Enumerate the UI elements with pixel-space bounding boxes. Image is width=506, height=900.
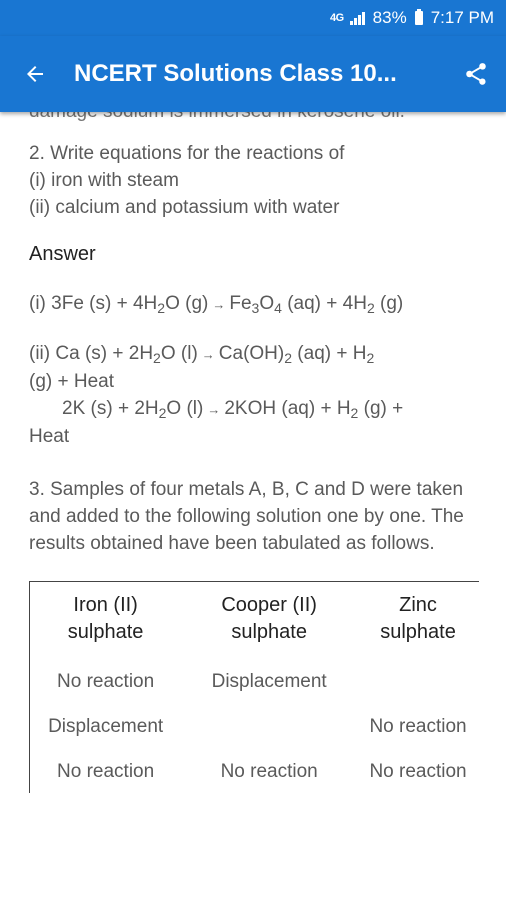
table-header: Cooper (II) sulphate [221,594,317,643]
answer-heading: Answer [29,243,96,265]
page-title: NCERT Solutions Class 10... [74,60,397,87]
back-button[interactable] [0,36,70,112]
equation-iron-steam: (i) 3Fe $(s) + 4H_2O$ $(g) \to Fe_3O_4$ $(aq) + 4H_2$ (g) [29,293,404,316]
equation-potassium-water: 2K $(s) + 2H_2O$ (l) → 2KOH $(aq) + H_2$ (g) + [62,398,404,421]
clock: 7:17 PM [430,8,494,27]
table-cell: Displacement [211,671,327,692]
question-2-line: (ii) calcium and potassium with water [29,197,340,218]
battery-percent: 83% [372,8,407,27]
table-row [30,748,480,793]
share-icon [463,61,489,87]
table-row [30,658,480,703]
table-header: Zinc sulphate [380,594,456,643]
table-cell: No reaction [220,761,318,782]
table-cell: No reaction [369,761,467,782]
table-cell [357,658,479,703]
table-cell: No reaction [57,671,155,692]
question-2-line: 2. Write equations for the reactions of [29,143,345,164]
arrow-left-icon [23,62,47,86]
share-button[interactable] [446,36,506,112]
table-header: Iron (II) sulphate [67,594,144,643]
question-3: 3. Samples of four metals A, B, C and D were taken and added to the following solution one by one. The results obtained have been tabulated as follows. [29,479,464,554]
question-2 [29,140,486,221]
table-cell [181,703,357,748]
table-row [30,703,480,748]
network-type: 4G [329,12,344,24]
table-header-row [30,582,480,659]
table-cell: No reaction [57,761,155,782]
solution-content[interactable] [0,112,506,900]
question-2-line: (i) iron with steam [29,170,179,191]
signal-icon [350,12,365,25]
app-bar [0,36,506,112]
equation-calcium-water: (ii) Ca $(s) + 2H_2O$ $(l) \to Ca(OH)_2$ $(aq) + H_2$ (g) + Heat 2K $(s) + 2H_2O$ (l) → 2KOH $(aq) + H_2$ (g) + Heat [29,340,486,450]
table-cell: No reaction [369,716,467,737]
results-table [29,581,479,793]
status-bar [0,0,506,36]
table-cell: Displacement [48,716,164,737]
battery-icon [415,11,423,25]
